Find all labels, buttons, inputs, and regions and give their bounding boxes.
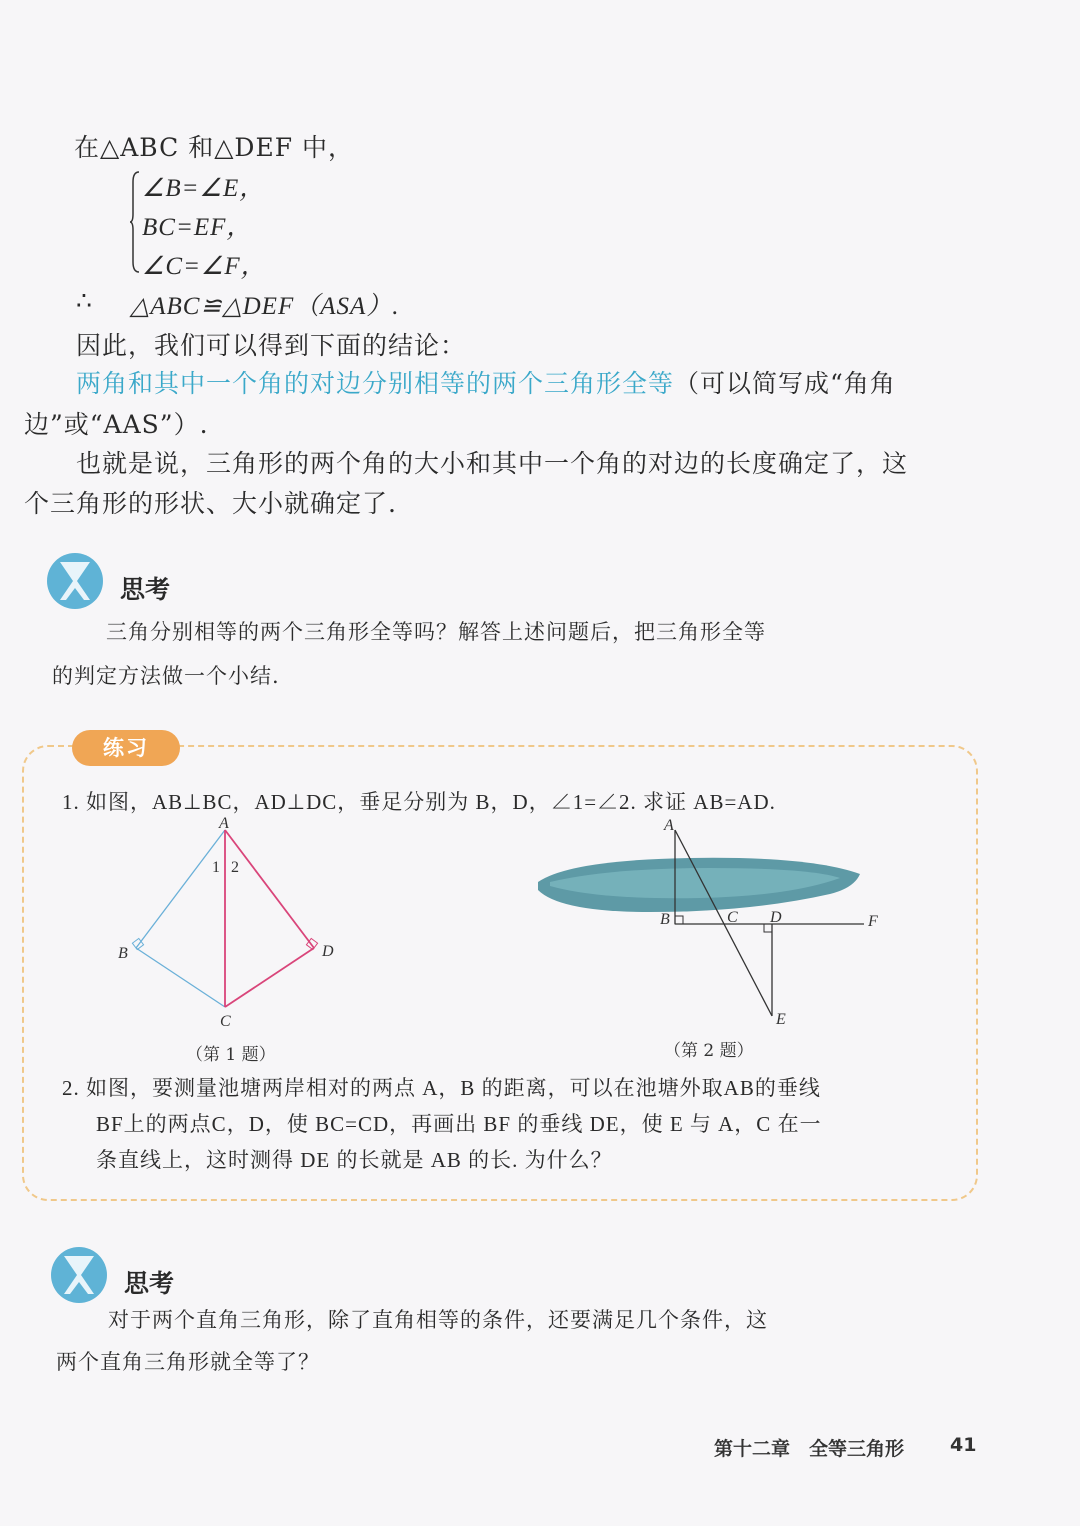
fig2-label-f: F bbox=[868, 913, 878, 930]
think-icon bbox=[46, 552, 104, 610]
figure-1-kite bbox=[110, 812, 350, 1032]
fig2-label-d: D bbox=[770, 909, 782, 926]
exercise-q2-line2: BF上的两点C，D，使 BC=CD，再画出 BF 的垂线 DE，使 E 与 A，C 在一 bbox=[96, 1112, 822, 1136]
page-number: 41 bbox=[950, 1434, 977, 1456]
fig1-angle-1: 1 bbox=[212, 859, 220, 876]
exercise-q1: 1. 如图，AB⊥BC，AD⊥DC，垂足分别为 B，D，∠1=∠2. 求证 AB=AD. bbox=[62, 790, 776, 814]
fig1-label-b: B bbox=[118, 945, 128, 962]
exercise-tag: 练习 bbox=[72, 730, 180, 766]
explanation-line2: 个三角形的形状、大小就确定了. bbox=[24, 489, 397, 518]
proof-intro-line: 在△ABC 和△DEF 中， bbox=[74, 133, 355, 162]
explanation-line1: 也就是说，三角形的两个角的大小和其中一个角的对边的长度确定了，这 bbox=[76, 449, 909, 478]
figure-2-caption: （第 2 题） bbox=[664, 1041, 754, 1061]
conclusion-intro: 因此，我们可以得到下面的结论： bbox=[76, 331, 467, 360]
think2-line1: 对于两个直角三角形，除了直角相等的条件，还要满足几个条件，这 bbox=[108, 1308, 768, 1332]
condition-angle-c: ∠C=∠F， bbox=[142, 253, 267, 280]
aas-theorem-highlight: 两角和其中一个角的对边分别相等的两个三角形全等 bbox=[76, 369, 675, 398]
proof-conclusion: △ABC≌△DEF（ASA）. bbox=[130, 293, 400, 320]
fig1-label-d: D bbox=[322, 943, 334, 960]
exercise-q2-line3: 条直线上，这时测得 DE 的长就是 AB 的长. 为什么？ bbox=[96, 1148, 613, 1172]
fig2-label-a: A bbox=[664, 817, 674, 834]
aas-abbrev-continued: 边”或“AAS”）. bbox=[24, 410, 209, 439]
condition-angle-b: ∠B=∠E， bbox=[142, 175, 266, 202]
think-title: 思考 bbox=[124, 1269, 175, 1298]
aas-abbrev-note: （可以简写成“角角 bbox=[674, 369, 896, 398]
think1-line2: 的判定方法做一个小结. bbox=[52, 664, 280, 688]
curly-brace bbox=[130, 170, 140, 274]
fig1-label-c: C bbox=[220, 1013, 231, 1030]
fig1-label-a: A bbox=[219, 815, 229, 832]
think2-line2: 两个直角三角形就全等了？ bbox=[56, 1350, 320, 1374]
exercise-q2-line1: 2. 如图，要测量池塘两岸相对的两点 A，B 的距离，可以在池塘外取AB的垂线 bbox=[62, 1076, 821, 1100]
figure-1-caption: （第 1 题） bbox=[186, 1045, 276, 1065]
condition-bc: BC=EF， bbox=[142, 214, 253, 241]
think1-line1: 三角分别相等的两个三角形全等吗？解答上述问题后，把三角形全等 bbox=[106, 620, 766, 644]
think-title: 思考 bbox=[120, 575, 171, 604]
figure-2-pond bbox=[530, 812, 900, 1032]
think-icon bbox=[50, 1246, 108, 1304]
fig2-label-e: E bbox=[776, 1011, 786, 1028]
fig1-angle-2: 2 bbox=[231, 859, 239, 876]
therefore-symbol: ∴ bbox=[76, 286, 93, 315]
chapter-footer: 第十二章 全等三角形 bbox=[714, 1438, 905, 1460]
fig2-label-b: B bbox=[660, 911, 670, 928]
fig2-label-c: C bbox=[727, 909, 738, 926]
aas-statement-line bbox=[76, 364, 896, 400]
